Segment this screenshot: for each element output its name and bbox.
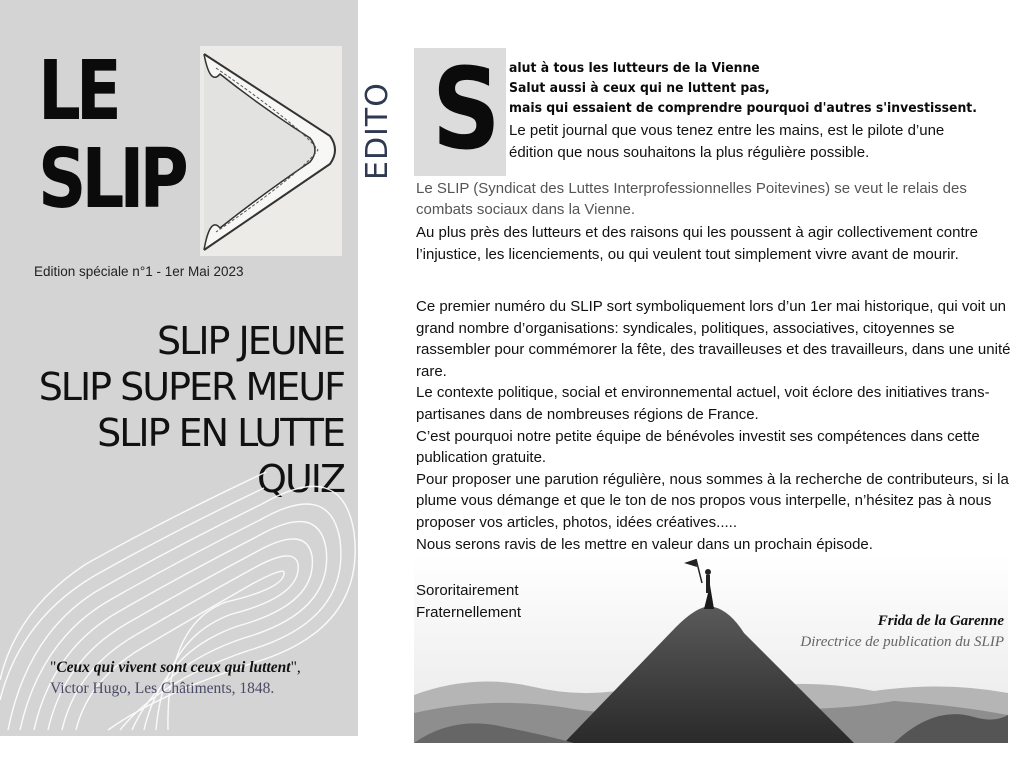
edition-text: Edition spéciale n°1 - 1er Mai 2023 (34, 264, 244, 279)
headline: SLIP JEUNE (157, 319, 344, 363)
quote-close-mark: ", (290, 659, 301, 676)
intro-bold-line: alut à tous les lutteurs de la Vienne (509, 60, 760, 76)
signature-name: Frida de la Garenne (877, 613, 1004, 629)
signature-role: Directrice de publication du SLIP (800, 634, 1004, 650)
body-paragraph: C’est pourquoi notre petite équipe de bénévoles investit ses compétences dans cette publication gratuite. (416, 427, 980, 467)
intro-bold-line: mais qui essaient de comprendre pourquoi d'autres s'investissent. (509, 100, 977, 116)
intro-paragraph: Le petit journal que vous tenez entre les mains, est le pilote d’une édition que nous souhaitons la plus régulière possible. (509, 122, 945, 161)
edito-label: EDITO (360, 82, 395, 180)
closing-block (416, 580, 521, 624)
masthead-title (38, 44, 184, 227)
body-paragraph: Ce premier numéro du SLIP sort symboliquement lors d’un 1er mai historique, qui voit un grand nombre d’organisations: syndicales, politiques, associatives, citoyennes se rassembler pour commémorer la fête, des travailleuses et des travailleurs, dans une unité rare. (416, 298, 1011, 380)
masthead-line-2: SLIP (38, 132, 184, 227)
closing-line: Fraternellement (416, 604, 522, 621)
quote-open-mark: " (50, 659, 57, 676)
closing-line: Sororitairement (416, 582, 519, 599)
body-paragraph: Le contexte politique, social et environnemental actuel, voit éclore des initiatives trans-partisanes dans de nombreuses régions de France. (416, 384, 990, 423)
quote-block (50, 657, 340, 699)
body-section (416, 296, 1016, 555)
quote-source: Victor Hugo, Les Châtiments, 1848. (50, 680, 275, 697)
signature-block (800, 611, 1004, 653)
headline: SLIP EN LUTTE (97, 411, 344, 455)
body-paragraph: Nous serons ravis de les mettre en valeur dans un prochain épisode. (416, 535, 873, 553)
body-paragraph: Au plus près des lutteurs et des raisons qui les poussent à agir collectivement contre l’injustice, les licenciements, ou qui veulent tout simplement vivre avant de mourir. (416, 224, 978, 263)
cover-panel (0, 0, 358, 736)
dropcap-letter: S (432, 45, 501, 175)
headline: QUIZ (257, 457, 344, 501)
body-paragraph: Pour proposer une parution régulière, nous sommes à la recherche de contributeurs, si la plume vous démange et que le ton de nos propos vous interpelle, n’hésitez pas à nous proposer vos articles, photos, idées créatives..... (416, 470, 1009, 531)
dropcap-box (414, 45, 506, 176)
underwear-illustration (200, 46, 342, 256)
slip-definition: Le SLIP (Syndicat des Luttes Interprofessionnelles Poitevines) se veut le relais des combats sociaux dans la Vienne. (416, 180, 967, 218)
headline: SLIP SUPER MEUF (38, 365, 344, 409)
quote-text: Ceux qui vivent sont ceux qui luttent (56, 659, 291, 676)
intro-bold (509, 58, 977, 118)
intro-bold-line: Salut aussi à ceux qui ne luttent pas, (509, 80, 770, 96)
masthead-line-1: LE (38, 44, 117, 139)
